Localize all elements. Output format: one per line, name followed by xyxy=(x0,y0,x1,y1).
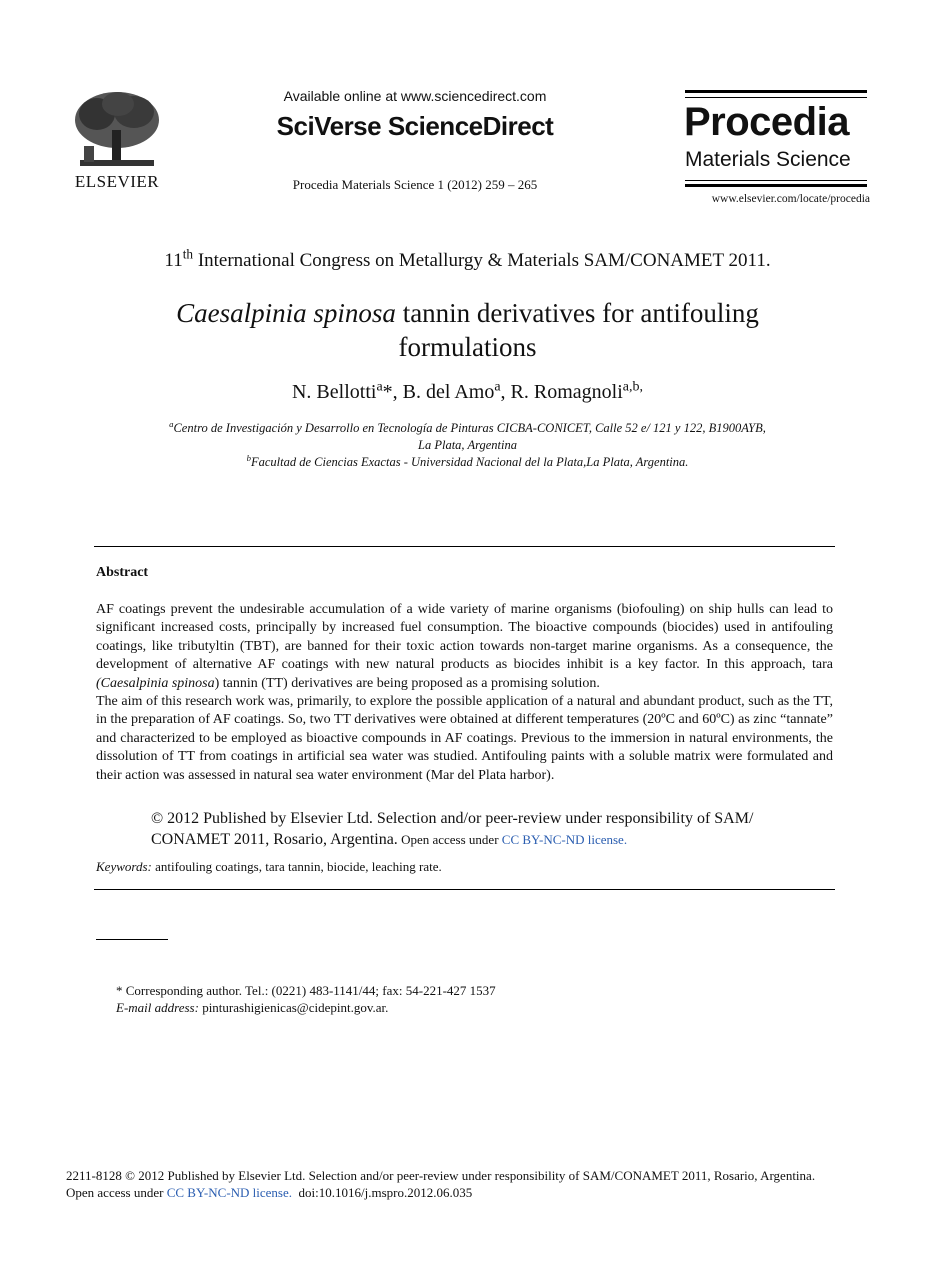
title-line-1: Caesalpinia spinosa tannin derivatives for antifouling xyxy=(176,298,759,328)
procedia-title: Procedia xyxy=(684,100,849,144)
elsevier-logo xyxy=(62,88,172,194)
email-address[interactable]: pinturashigienicas@cidepint.gov.ar. xyxy=(198,1000,389,1015)
journal-reference: Procedia Materials Science 1 (2012) 259 – 265 xyxy=(292,177,538,192)
procedia-subtitle: Materials Science xyxy=(685,148,851,171)
affiliation-a: $^a$Centro de Investigación y Desarrollo en Tecnología de Pinturas CICBA-CONICET, Calle 52 e/ 121 y 122, B1900AYB, xyxy=(169,418,766,435)
abstract-body xyxy=(96,601,833,785)
abstract-paragraph-2: The aim of this research work was, primarily, to explore the possible application of a natural and abundant product, such as the TT, in the preparation of AF coatings. So, two TT derivatives were obtained at different temperatures (20ºC and 60ºC) as zinc “tannate” and characterized to be employed as bioactive compounds in AF coatings. Previous to the immersion in natural environments, the dissolution of TT from coatings in artificial sea water was studied. Antifouling paints with a soluble matrix were formulated and their action was assessed in natural sea water environment (Mar del Plata harbor). xyxy=(96,694,833,783)
footnote-rule xyxy=(96,939,168,940)
affiliation-b: $^b$Facultad de Ciencias Exactas - Universidad Nacional del la Plata,La Plata, Argentina. xyxy=(246,452,689,469)
abstract-heading: Abstract xyxy=(96,565,149,580)
procedia-url[interactable]: www.elsevier.com/locate/procedia xyxy=(711,193,870,205)
paper-title xyxy=(60,296,875,364)
affiliations xyxy=(60,420,875,471)
title-line-2: formulations xyxy=(398,332,537,362)
corresponding-author: * Corresponding author. Tel.: (0221) 483-1141/44; fax: 54-221-427 1537 xyxy=(116,983,496,998)
abstract-paragraph-1: AF coatings prevent the undesirable accumulation of a wide variety of marine organisms (biofouling) on ship hulls can lead to significant increased costs, principally by increased fuel consumption. The bioactive compounds (biocides) used in antifouling coatings, like tributyltin (TBT), are banned for their toxic action towards non-target marine organisms. As a consequence, the development of alternative AF coatings with new natural products as biocides inhibit is a key factor. In this approach, tara (Caesalpinia spinosa) tannin (TT) derivatives are being proposed as a promising solution. xyxy=(96,602,833,691)
keywords-label: Keywords: xyxy=(96,859,152,874)
keywords: Keywords: antifouling coatings, tara tannin, biocide, leaching rate. xyxy=(96,859,442,874)
elsevier-tree-icon xyxy=(62,88,172,172)
footnote xyxy=(116,982,816,1016)
procedia-rule-top xyxy=(685,90,867,93)
procedia-rule-bottom xyxy=(685,180,867,181)
license-link[interactable]: CC BY-NC-ND license. xyxy=(501,832,628,847)
author: R. Romagnoli$^{a,b,}$ xyxy=(510,379,643,403)
footer-copyright: 2211-8128 © 2012 Published by Elsevier Ltd. Selection and/or peer-review under responsibility of SAM/CONAMET 2011, Rosario, Argentina. xyxy=(66,1168,816,1183)
doi: doi:10.1016/j.mspro.2012.06.035 xyxy=(292,1185,473,1200)
affiliation-a-line2: La Plata, Argentina xyxy=(418,438,517,452)
elsevier-wordmark: ELSEVIER xyxy=(74,172,160,191)
conference-line: 11th International Congress on Metallurgy & Materials SAM/CONAMET 2011. xyxy=(164,246,771,271)
author-list xyxy=(60,381,875,404)
author: N. Bellotti$^a$*, xyxy=(291,379,403,403)
email-line: E-mail address: pinturashigienicas@cidepint.gov.ar. xyxy=(116,1000,389,1015)
footer-license-link[interactable]: CC BY-NC-ND license. xyxy=(166,1185,293,1200)
procedia-rule-top2 xyxy=(685,97,867,98)
page-footer: 2211-8128 © 2012 Published by Elsevier Ltd. Selection and/or peer-review under responsibility of SAM/CONAMET 2011, Rosario, Argentina. Open access under CC BY-NC-ND license. doi:10.1016/j.mspro.2012.06.035 xyxy=(66,1167,906,1201)
copyright-notice: © 2012 Published by Elsevier Ltd. Selection and/or peer-review under responsibility of SAM/ CONAMET 2011, Rosario, Argentina. Open access under CC BY-NC-ND license. xyxy=(151,810,754,848)
available-online: Available online at www.sciencedirect.com xyxy=(283,88,547,104)
procedia-rule-bottom2 xyxy=(685,184,867,187)
abstract-rule-bottom xyxy=(94,889,835,890)
sciverse-sciencedirect: SciVerse ScienceDirect xyxy=(276,111,554,141)
abstract-rule-top xyxy=(94,546,835,547)
author: B. del Amo$^a$, xyxy=(402,379,511,403)
